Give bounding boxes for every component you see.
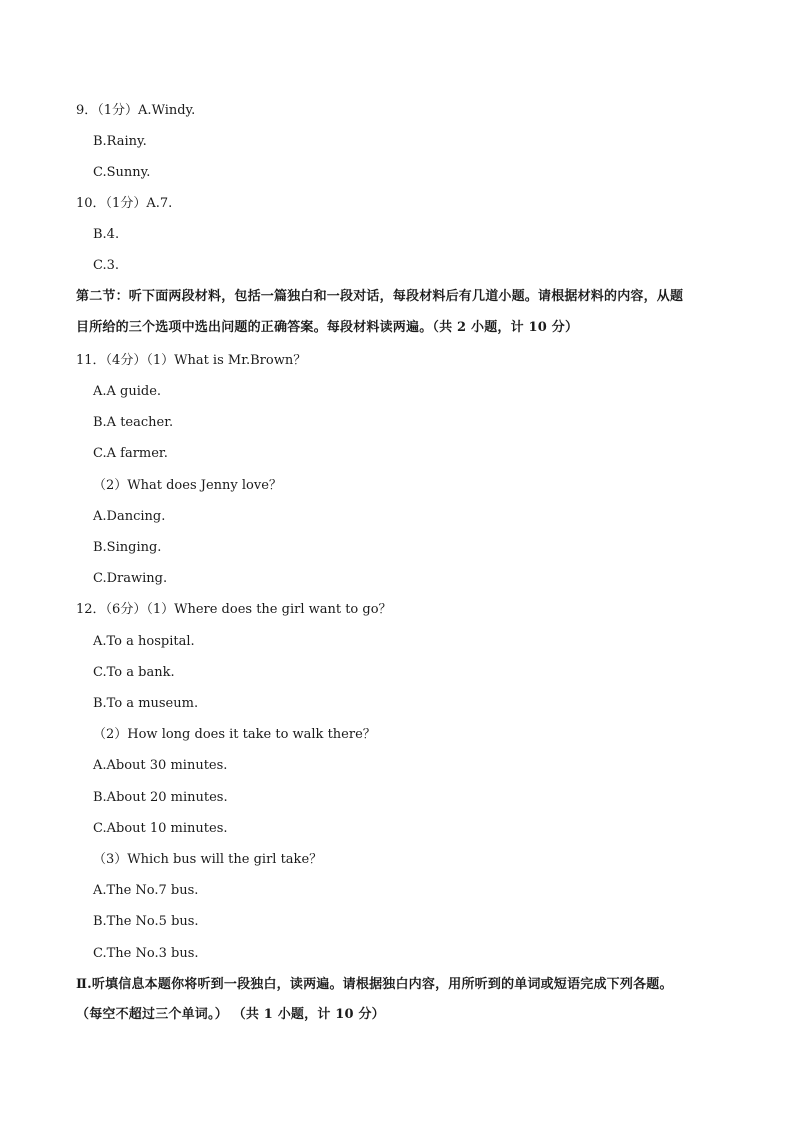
question-11-2-option-c: C.Drawing. xyxy=(93,571,168,586)
question-12-3-option-a: A.The No.7 bus. xyxy=(93,883,199,898)
question-12-3-option-c: C.The No.3 bus. xyxy=(93,946,199,961)
part-2-instructions-line-2: （每空不超过三个单词。） （共 1 小题，计 10 分） xyxy=(76,1007,385,1022)
part-2-instructions-line-1: Ⅱ.听填信息本题你将听到一段独白，读两遍。请根据独白内容，用所听到的单词或短语完成下列各题。 xyxy=(76,977,673,992)
question-11-2-stem: （2）What does Jenny love？ xyxy=(93,478,282,493)
question-10-option-b: B.4. xyxy=(93,227,120,242)
question-12-2-stem: （2）How long does it take to walk there？ xyxy=(93,727,376,742)
question-11-2-option-b: B.Singing. xyxy=(93,540,162,555)
question-9-option-c: C.Sunny. xyxy=(93,165,151,180)
question-12-2-option-a: A.About 30 minutes. xyxy=(93,758,228,773)
question-11-2-option-a: A.Dancing. xyxy=(93,509,166,524)
question-9-stem: 9．（1分）A.Windy. xyxy=(76,103,196,118)
question-12-3-option-b: B.The No.5 bus. xyxy=(93,914,199,929)
question-12-stem: 12．（6分）（1）Where does the girl want to go？ xyxy=(76,602,392,617)
question-12-1-option-b: B.To a museum. xyxy=(93,696,199,711)
question-12-2-option-b: B.About 20 minutes. xyxy=(93,790,228,805)
question-10-stem: 10．（1分）A.7. xyxy=(76,196,173,211)
section-2-instructions-line-2: 目所给的三个选项中选出问题的正确答案。每段材料读两遍。（共 2 小题，计 10 分） xyxy=(76,320,579,335)
question-11-1-option-b: B.A teacher. xyxy=(93,415,174,430)
section-2-instructions-line-1: 第二节：听下面两段材料，包括一篇独白和一段对话，每段材料后有几道小题。请根据材料的内容，从题 xyxy=(76,289,684,304)
question-11-stem: 11．（4分）（1）What is Mr.Brown？ xyxy=(76,353,307,368)
question-12-1-option-c: C.To a bank. xyxy=(93,665,175,680)
question-12-3-stem: （3）Which bus will the girl take？ xyxy=(93,852,323,867)
question-12-1-option-a: A.To a hospital. xyxy=(93,634,195,649)
question-9-option-b: B.Rainy. xyxy=(93,134,147,149)
question-11-1-option-a: A.A guide. xyxy=(93,384,162,399)
question-10-option-c: C.3. xyxy=(93,258,120,273)
question-12-2-option-c: C.About 10 minutes. xyxy=(93,821,228,836)
question-11-1-option-c: C.A farmer. xyxy=(93,446,168,461)
